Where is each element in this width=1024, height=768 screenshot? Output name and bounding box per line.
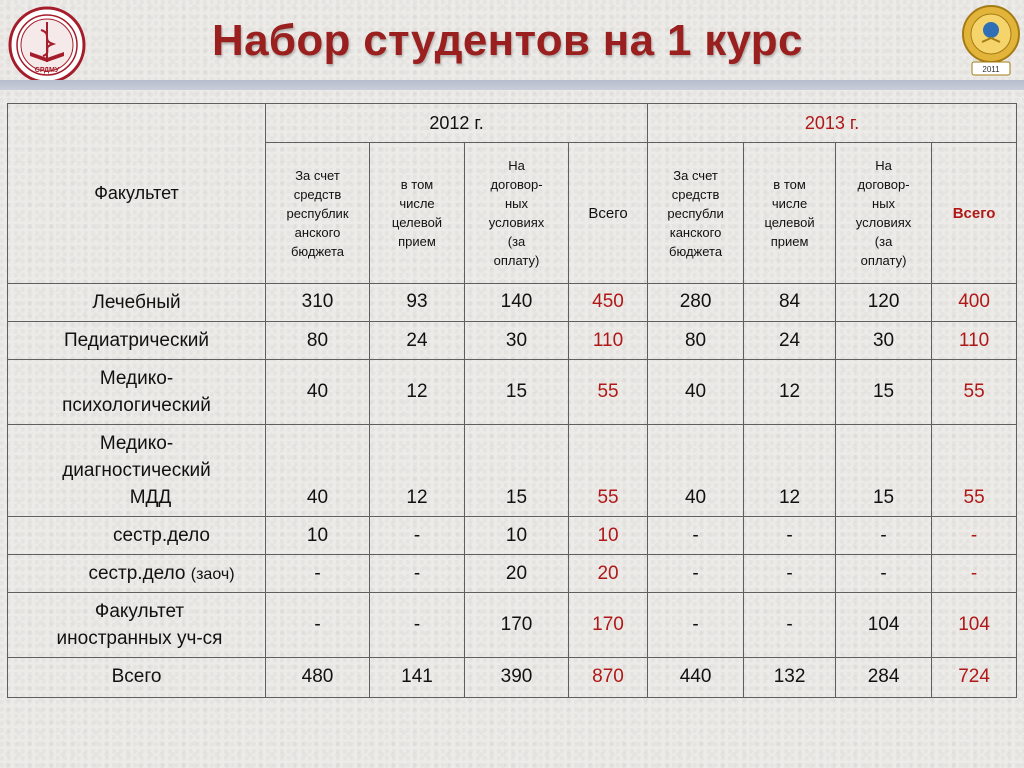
cell: 310 bbox=[266, 283, 370, 321]
cell: 284 bbox=[836, 657, 932, 697]
cell: - bbox=[370, 593, 465, 657]
col-total-2012-header: Всего bbox=[569, 143, 648, 284]
total-cell: 110 bbox=[569, 322, 648, 360]
cell: 80 bbox=[648, 322, 744, 360]
cell: 24 bbox=[370, 322, 465, 360]
cell: 20 bbox=[465, 555, 569, 593]
total-cell: 450 bbox=[569, 283, 648, 321]
cell: - bbox=[370, 555, 465, 593]
title-underline-bar bbox=[0, 80, 1024, 90]
cell: 140 bbox=[465, 283, 569, 321]
cell: - bbox=[266, 593, 370, 657]
total-cell: 110 bbox=[932, 322, 1017, 360]
year-2013-header: 2013 г. bbox=[648, 104, 1017, 143]
cell: 15 bbox=[465, 360, 569, 424]
cell: 40 bbox=[648, 424, 744, 516]
row-faculty-name: сестр.дело (заоч) bbox=[8, 555, 266, 593]
col-budget-2012-header: За счет средств республик анского бюджета bbox=[266, 143, 370, 284]
total-cell: 55 bbox=[569, 424, 648, 516]
cell: 30 bbox=[465, 322, 569, 360]
row-faculty-name: Медико- психологический bbox=[8, 360, 266, 424]
cell: 12 bbox=[370, 424, 465, 516]
total-cell: 870 bbox=[569, 657, 648, 697]
cell: 30 bbox=[836, 322, 932, 360]
cell: 40 bbox=[266, 360, 370, 424]
cell: 15 bbox=[465, 424, 569, 516]
cell: 10 bbox=[465, 517, 569, 555]
page-title: Набор студентов на 1 курс bbox=[212, 16, 803, 65]
cell: 15 bbox=[836, 424, 932, 516]
row-faculty-name: Педиатрический bbox=[8, 322, 266, 360]
total-cell: - bbox=[932, 517, 1017, 555]
cell: - bbox=[744, 555, 836, 593]
cell: 12 bbox=[744, 424, 836, 516]
total-cell: 10 bbox=[569, 517, 648, 555]
table-row bbox=[8, 424, 1017, 516]
total-cell: 55 bbox=[569, 360, 648, 424]
cell: - bbox=[370, 517, 465, 555]
cell: - bbox=[648, 517, 744, 555]
total-row-label: Всего bbox=[8, 657, 266, 697]
cell: 12 bbox=[744, 360, 836, 424]
total-cell: 400 bbox=[932, 283, 1017, 321]
cell: - bbox=[836, 555, 932, 593]
cell: 93 bbox=[370, 283, 465, 321]
gold-quality-medal-logo bbox=[960, 4, 1022, 78]
cell: - bbox=[744, 517, 836, 555]
table-row bbox=[8, 322, 1017, 360]
row-faculty-name: Факультет иностранных уч-ся bbox=[8, 593, 266, 657]
cell: - bbox=[266, 555, 370, 593]
col-contract-2012-header: На договор- ных условиях (за оплату) bbox=[465, 143, 569, 284]
cell: 141 bbox=[370, 657, 465, 697]
cell: - bbox=[744, 593, 836, 657]
total-cell: 104 bbox=[932, 593, 1017, 657]
year-2012-header: 2012 г. bbox=[266, 104, 648, 143]
cell: - bbox=[836, 517, 932, 555]
cell: 480 bbox=[266, 657, 370, 697]
table-row bbox=[8, 517, 1017, 555]
cell: 84 bbox=[744, 283, 836, 321]
total-cell: 55 bbox=[932, 424, 1017, 516]
cell: 120 bbox=[836, 283, 932, 321]
total-row bbox=[8, 657, 1017, 697]
cell: 280 bbox=[648, 283, 744, 321]
row-faculty-name: сестр.дело bbox=[8, 517, 266, 555]
col-targeted-2012-header: в том числе целевой прием bbox=[370, 143, 465, 284]
cell: 12 bbox=[370, 360, 465, 424]
enrollment-table bbox=[7, 103, 1017, 698]
total-cell: 724 bbox=[932, 657, 1017, 697]
total-cell: 20 bbox=[569, 555, 648, 593]
seal-text: СРДМУ bbox=[34, 67, 60, 74]
cell: 132 bbox=[744, 657, 836, 697]
cell: 10 bbox=[266, 517, 370, 555]
table-row bbox=[8, 593, 1017, 657]
col-targeted-2013-header: в том числе целевой прием bbox=[744, 143, 836, 284]
cell: 440 bbox=[648, 657, 744, 697]
cell: 80 bbox=[266, 322, 370, 360]
total-cell: 170 bbox=[569, 593, 648, 657]
table-row bbox=[8, 360, 1017, 424]
cell: - bbox=[648, 555, 744, 593]
cell: 390 bbox=[465, 657, 569, 697]
col-budget-2013-header: За счет средств республи канского бюджета bbox=[648, 143, 744, 284]
row-faculty-name: Лечебный bbox=[8, 283, 266, 321]
cell: 40 bbox=[648, 360, 744, 424]
cell: 15 bbox=[836, 360, 932, 424]
faculty-column-header: Факультет bbox=[8, 104, 266, 284]
cell: 170 bbox=[465, 593, 569, 657]
university-seal-logo bbox=[8, 6, 86, 84]
col-total-2013-header: Всего bbox=[932, 143, 1017, 284]
slide-header bbox=[0, 0, 1024, 80]
table-row bbox=[8, 283, 1017, 321]
total-cell: 55 bbox=[932, 360, 1017, 424]
col-contract-2013-header: На договор- ных условиях (за оплату) bbox=[836, 143, 932, 284]
table-row bbox=[8, 555, 1017, 593]
medal-year: 2011 bbox=[982, 65, 1000, 74]
cell: 40 bbox=[266, 424, 370, 516]
total-cell: - bbox=[932, 555, 1017, 593]
cell: 104 bbox=[836, 593, 932, 657]
cell: - bbox=[648, 593, 744, 657]
cell: 24 bbox=[744, 322, 836, 360]
row-faculty-name: Медико- диагностический МДД bbox=[8, 424, 266, 516]
